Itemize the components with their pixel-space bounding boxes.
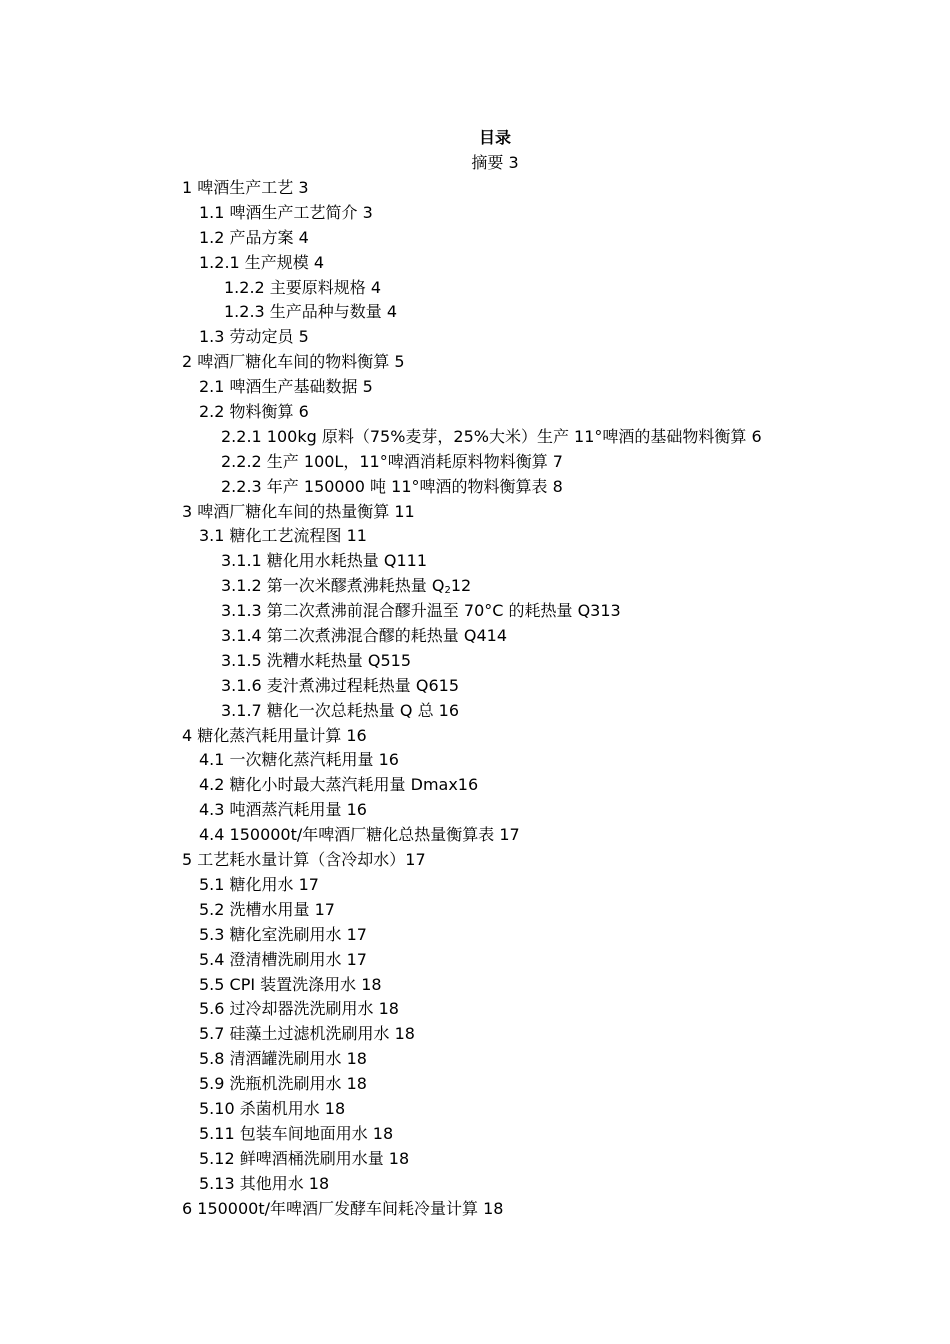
toc-entry[interactable]: [0, 599, 762, 624]
toc-entry[interactable]: [0, 724, 762, 749]
toc-entry-text: 1.3 劳动定员 5: [199, 327, 309, 347]
toc-entry-text: 2.2.2 生产 100L，11°啤酒消耗原料物料衡算 7: [221, 451, 563, 471]
toc-entry[interactable]: [0, 1022, 762, 1047]
toc-entry[interactable]: [0, 226, 762, 251]
toc-entry[interactable]: [0, 649, 762, 674]
toc-entry[interactable]: [0, 1147, 762, 1172]
toc-entry-text: 5.3 糖化室洗刷用水 17: [199, 924, 367, 944]
toc-title: 目录: [478, 128, 511, 147]
toc-entry-text: 6 150000t/年啤酒厂发酵车间耗冷量计算 18: [182, 1198, 504, 1218]
toc-entry-text: 5.2 洗槽水用量 17: [199, 899, 335, 919]
toc-entry-text: 2.2.3 年产 150000 吨 11°啤酒的物料衡算表 8: [221, 476, 563, 496]
toc-entry[interactable]: [0, 1047, 762, 1072]
toc-entry-text: 2.1 啤酒生产基础数据 5: [199, 377, 373, 397]
toc-entry[interactable]: [0, 873, 762, 898]
toc-entry-text: 5.13 其他用水 18: [199, 1173, 330, 1193]
toc-entry-text: 1 啤酒生产工艺 3: [182, 178, 309, 197]
toc-entry[interactable]: [0, 973, 762, 998]
toc-abstract-entry[interactable]: 摘要 3: [471, 153, 519, 172]
toc-entry-page: 12: [450, 576, 472, 596]
toc-entry-text: 3.1.3 第二次煮沸前混合醪升温至 70°C 的耗热量 Q313: [221, 601, 621, 621]
toc-entry[interactable]: [0, 425, 762, 450]
toc-entry[interactable]: [0, 524, 762, 549]
toc-entry-text: 5.7 硅藻土过滤机洗刷用水 18: [199, 1024, 415, 1044]
toc-entry[interactable]: [0, 300, 762, 325]
toc-entry-text: 5.8 清酒罐洗刷用水 18: [199, 1049, 367, 1069]
toc-entry[interactable]: [0, 450, 762, 475]
toc-entry-text: 1.2.1 生产规模 4: [199, 252, 325, 272]
toc-entry[interactable]: [0, 898, 762, 923]
toc-entry[interactable]: [0, 699, 762, 724]
toc-entry-text: 5.12 鲜啤酒桶洗刷用水量 18: [199, 1148, 410, 1168]
toc-entry-subscript: 2: [444, 585, 451, 597]
toc-entry[interactable]: [0, 773, 762, 798]
toc-list: [0, 176, 762, 1221]
toc-entry-text: 4 糖化蒸汽耗用量计算 16: [182, 725, 367, 745]
toc-entry-text: 5.10 杀菌机用水 18: [199, 1098, 346, 1118]
toc-entry[interactable]: [0, 1172, 762, 1197]
toc-entry-text: 5.1 糖化用水 17: [199, 874, 319, 894]
toc-entry-text: 4.3 吨酒蒸汽耗用量 16: [199, 800, 367, 820]
toc-entry[interactable]: [0, 948, 762, 973]
toc-entry-text: 5.11 包装车间地面用水 18: [199, 1123, 394, 1143]
toc-entry[interactable]: [0, 574, 762, 599]
toc-entry-text: 5.6 过冷却器洗洗刷用水 18: [199, 999, 399, 1019]
toc-entry[interactable]: [0, 848, 762, 873]
toc-entry-text: 3.1.1 糖化用水耗热量 Q111: [221, 551, 428, 571]
toc-entry-text: 3.1 糖化工艺流程图 11: [199, 526, 367, 546]
toc-entry-text: 5.9 洗瓶机洗刷用水 18: [199, 1074, 367, 1094]
toc-entry[interactable]: [0, 823, 762, 848]
toc-entry[interactable]: [0, 475, 762, 500]
toc-entry[interactable]: [0, 1097, 762, 1122]
toc-entry[interactable]: [0, 674, 762, 699]
toc-entry-text: 2.2 物料衡算 6: [199, 402, 309, 422]
toc-entry-text: 5.4 澄清槽洗刷用水 17: [199, 949, 367, 969]
toc-entry[interactable]: [0, 923, 762, 948]
toc-entry-text: 3.1.6 麦汁煮沸过程耗热量 Q615: [221, 675, 460, 695]
toc-entry[interactable]: [0, 748, 762, 773]
toc-entry[interactable]: [0, 1072, 762, 1097]
toc-entry-text: 1.2.2 主要原料规格 4: [224, 277, 382, 297]
toc-entry[interactable]: [0, 400, 762, 425]
toc-entry-text: 5.5 CPI 装置洗涤用水 18: [199, 974, 382, 994]
toc-entry[interactable]: [0, 500, 762, 525]
toc-entry-text: 3.1.4 第二次煮沸混合醪的耗热量 Q414: [221, 626, 508, 646]
toc-entry-text: 1.2 产品方案 4: [199, 227, 309, 247]
toc-entry-text: 4.1 一次糖化蒸汽耗用量 16: [199, 750, 399, 770]
toc-entry[interactable]: [0, 1197, 762, 1222]
toc-entry-text: 3.1.5 洗糟水耗热量 Q515: [221, 650, 412, 670]
toc-entry[interactable]: [0, 549, 762, 574]
toc-entry[interactable]: [0, 798, 762, 823]
toc-entry-text: 5 工艺耗水量计算（含冷却水）17: [182, 850, 426, 870]
toc-entry[interactable]: [0, 350, 762, 375]
toc-entry-text: 2.2.1 100kg 原料（75%麦芽，25%大米）生产 11°啤酒的基础物料衡算 6: [221, 426, 762, 446]
toc-entry-text: 2 啤酒厂糖化车间的物料衡算 5: [182, 352, 405, 372]
toc-entry[interactable]: [0, 997, 762, 1022]
toc-entry-text: 3.1.7 糖化一次总耗热量 Q 总 16: [221, 700, 460, 720]
toc-entry[interactable]: [0, 624, 762, 649]
toc-entry[interactable]: [0, 251, 762, 276]
toc-entry-text: 4.4 150000t/年啤酒厂糖化总热量衡算表 17: [199, 825, 520, 845]
toc-entry-text: 3 啤酒厂糖化车间的热量衡算 11: [182, 501, 415, 521]
toc-entry-text: 1.2.3 生产品种与数量 4: [224, 302, 398, 322]
toc-entry[interactable]: [0, 325, 762, 350]
toc-entry-text: 1.1 啤酒生产工艺简介 3: [199, 202, 373, 222]
toc-entry[interactable]: [0, 176, 762, 201]
toc-entry[interactable]: [0, 375, 762, 400]
toc-entry[interactable]: [0, 201, 762, 226]
toc-entry[interactable]: [0, 276, 762, 301]
toc-entry-text: 3.1.2 第一次米醪煮沸耗热量 Q: [221, 576, 445, 596]
toc-entry[interactable]: [0, 1122, 762, 1147]
toc-entry-text: 4.2 糖化小时最大蒸汽耗用量 Dmax16: [199, 775, 479, 795]
